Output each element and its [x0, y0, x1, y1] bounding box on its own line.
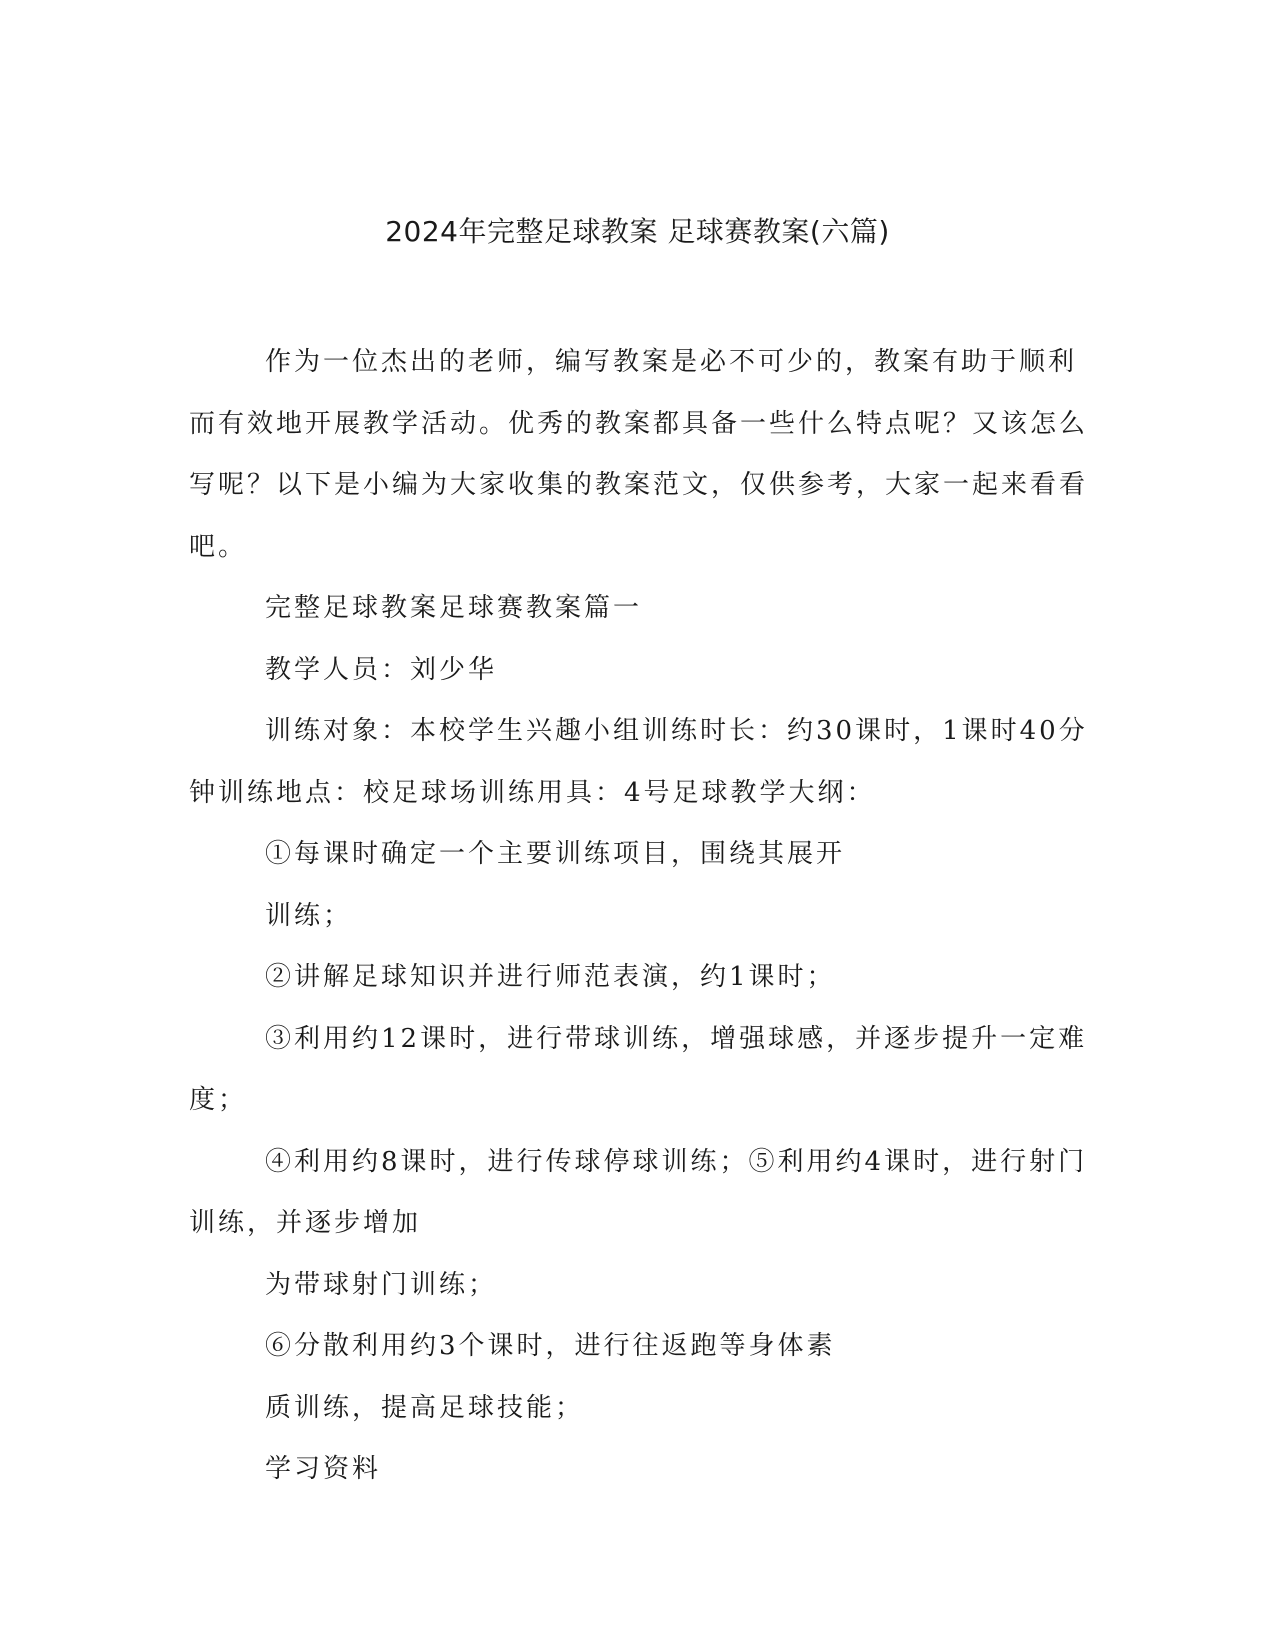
document-body [189, 332, 1089, 1501]
teacher-line: 教学人员：刘少华 [265, 654, 498, 685]
learning-materials-heading: 学习资料 [265, 1454, 382, 1484]
outline-item-3: ③利用约12课时，进行带球训练，增强球感，并逐步提升一定难度； [189, 1023, 1088, 1115]
training-info-paragraph: 训练对象：本校学生兴趣小组训练时长：约30课时，1课时40分钟训练地点：校足球场训练用具：4号足球教学大纲： [189, 716, 1088, 808]
outline-item-1-continued: 训练； [265, 900, 353, 931]
outline-item-6-continued: 质训练，提高足球技能； [265, 1392, 585, 1423]
outline-item-5-continued: 为带球射门训练； [265, 1269, 498, 1300]
outline-item-1: ①每课时确定一个主要训练项目，围绕其展开 [265, 839, 846, 869]
outline-item-4-5: ④利用约8课时，进行传球停球训练；⑤利用约4课时，进行射门训练，并逐步增加 [189, 1146, 1088, 1238]
outline-item-2: ②讲解足球知识并进行师范表演，约1课时； [265, 962, 836, 992]
outline-item-6: ⑥分散利用约3个课时，进行往返跑等身体素 [265, 1331, 836, 1361]
intro-paragraph: 作为一位杰出的老师，编写教案是必不可少的，教案有助于顺利而有效地开展教学活动。优秀的教案都具备一些什么特点呢？又该怎么写呢？以下是小编为大家收集的教案范文，仅供参考，大家一起来看看吧。 [189, 347, 1089, 562]
document-title: 2024年完整足球教案 足球赛教案(六篇) [385, 215, 890, 248]
section-heading: 完整足球教案足球赛教案篇一 [265, 593, 643, 623]
